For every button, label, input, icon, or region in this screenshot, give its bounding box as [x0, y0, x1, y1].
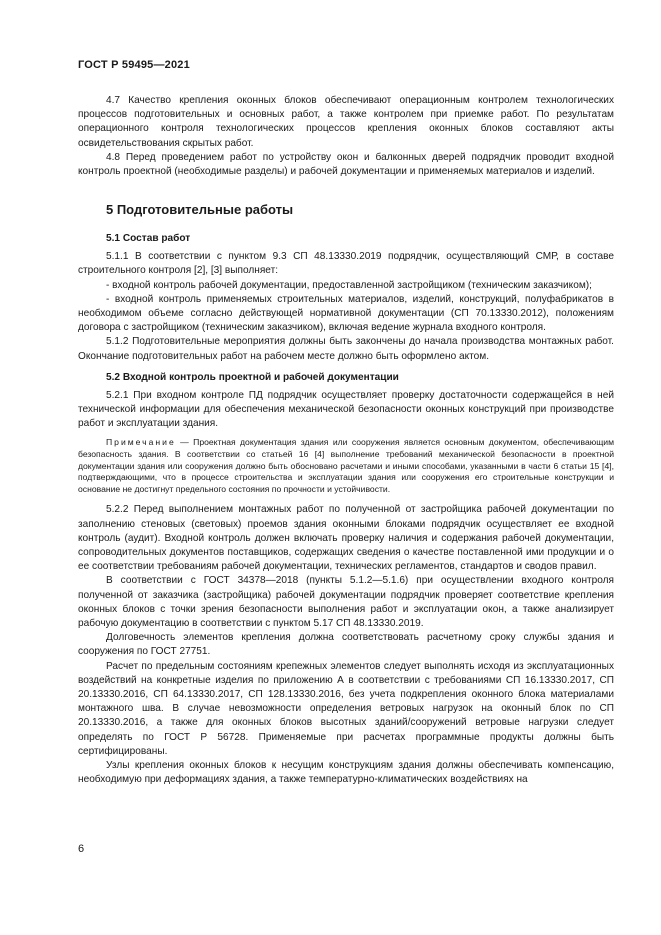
document-header: ГОСТ Р 59495—2021 [78, 59, 190, 71]
section-5-heading: 5 Подготовительные работы [106, 202, 294, 218]
page-number: 6 [78, 843, 85, 855]
paragraph-4-8: 4.8 Перед проведением работ по устройству окон и балконных дверей подрядчик проводит входной контроль проектной (необходимые разделы) и рабочей документации и применяемых материалов и изделий. [78, 151, 614, 178]
note-block [78, 437, 614, 495]
paragraph-4-7: 4.7 Качество крепления оконных блоков обеспечивают операционным контролем технологических процессов подготовительных и основных работ, а также контролем при приемке работ. По результатам операционного контроля технологических процессов крепления оконных блоков составляют акты освидетельствования скрытых работ. [78, 95, 614, 149]
paragraph-fastening-nodes: Узлы крепления оконных блоков к несущим конструкциям здания должны обеспечивать компенсацию, необходимую при деформациях здания, а также температурно-климатических воздействиях на [78, 760, 614, 786]
paragraph-5-2-1: 5.2.1 При входном контроле ПД подрядчик осуществляет проверку достаточности содержащейся в ней технической информации для обеспечения механической безопасности оконных конструкций при производстве работ и эксплуатации здания. [78, 389, 614, 430]
list-item-2: - входной контроль применяемых строительных материалов, изделий, конструкций, полуфабрикатов в необходимом объеме согласно действующей нормативной документации (СП 70.13330.2012), положениям договора с застройщиком (техническим заказчиком), включая ведение журнала входного контроля. [78, 293, 614, 334]
paragraph-durability: Долговечность элементов крепления должна соответствовать расчетному сроку службы здания и сооружения по ГОСТ 27751. [78, 632, 614, 658]
note-text: — Проектная документация здания или сооружения является основным документом, обеспечивающим безопасность здания. В соответствии со статьей 16 [4] выполнение требований механической безопасности в проектной документации здания или сооружения должно быть обосновано расчетами и иными способами, указанными в части 6 статьи 15 [4], подтверждающими, что в процессе строительства и эксплуатации здания или сооружения его строительные конструкции и основание не достигнут предельного состояния по прочности и устойчивости. [78, 437, 614, 494]
subsection-5-1-heading: 5.1 Состав работ [106, 233, 191, 245]
subsection-5-2-heading: 5.2 Входной контроль проектной и рабочей документации [106, 371, 399, 383]
paragraph-5-2-2: 5.2.2 Перед выполнением монтажных работ по полученной от застройщика рабочей документации по заполнению стеновых (световых) проемов здания оконными блоками подрядчик осуществляет ее входной контроль (аудит). Входной контроль должен включать проверку наличия и содержания рабочей документации, сопроводительных документов поставщиков, содержащих сведения о качестве поставленной ими продукции и о ее соответствии требованиям рабочей документации, технических регламентов, стандартов и сводов правил. [78, 504, 614, 573]
paragraph-5-1-1: 5.1.1 В соответствии с пунктом 9.3 СП 48.13330.2019 подрядчик, осуществляющий СМР, в составе строительного контроля [2], [3] выполняет: [78, 251, 614, 277]
note-label: Примечание [106, 437, 176, 448]
list-item-1: - входной контроль рабочей документации, предоставленной застройщиком (техническим заказчиком); [106, 279, 592, 291]
paragraph-calculation: Расчет по предельным состояниям крепежных элементов следует выполнять исходя из эксплуатационных воздействий на конкретные изделия по приложению А в соответствии с требованиями СП 16.13330.2017, СП 20.13330.2016, СП 64.13330.2017, СП 128.13330.2016, без учета подкрепления оконного блока материалами монтажного шва. В случае невозможности определения ветровых нагрузок на оконный блок по СП 20.13330.2016, а также для оконных блоков высотных зданий/сооружений ветровые нагрузки следует определять по ГОСТ Р 56728. Применяемые при расчетах программные продукты должны быть сертифицированы. [78, 660, 614, 757]
paragraph-gost: В соответствии с ГОСТ 34378—2018 (пункты 5.1.2—5.1.6) при осуществлении входного контроля полученной от заказчика (застройщика) рабочей документации подрядчик проверяет соответствие крепления оконных блоков с точки зрения безопасности выполнения работ и эксплуатации окон, а также анализирует рабочую документацию в соответствии с пунктом 5.17 СП 48.13330.2019. [78, 575, 614, 630]
paragraph-5-1-2: 5.1.2 Подготовительные мероприятия должны быть закончены до начала производства монтажных работ. Окончание подготовительных работ на рабочем месте должно быть оформлено актом. [78, 336, 614, 362]
document-page [78, 59, 614, 787]
